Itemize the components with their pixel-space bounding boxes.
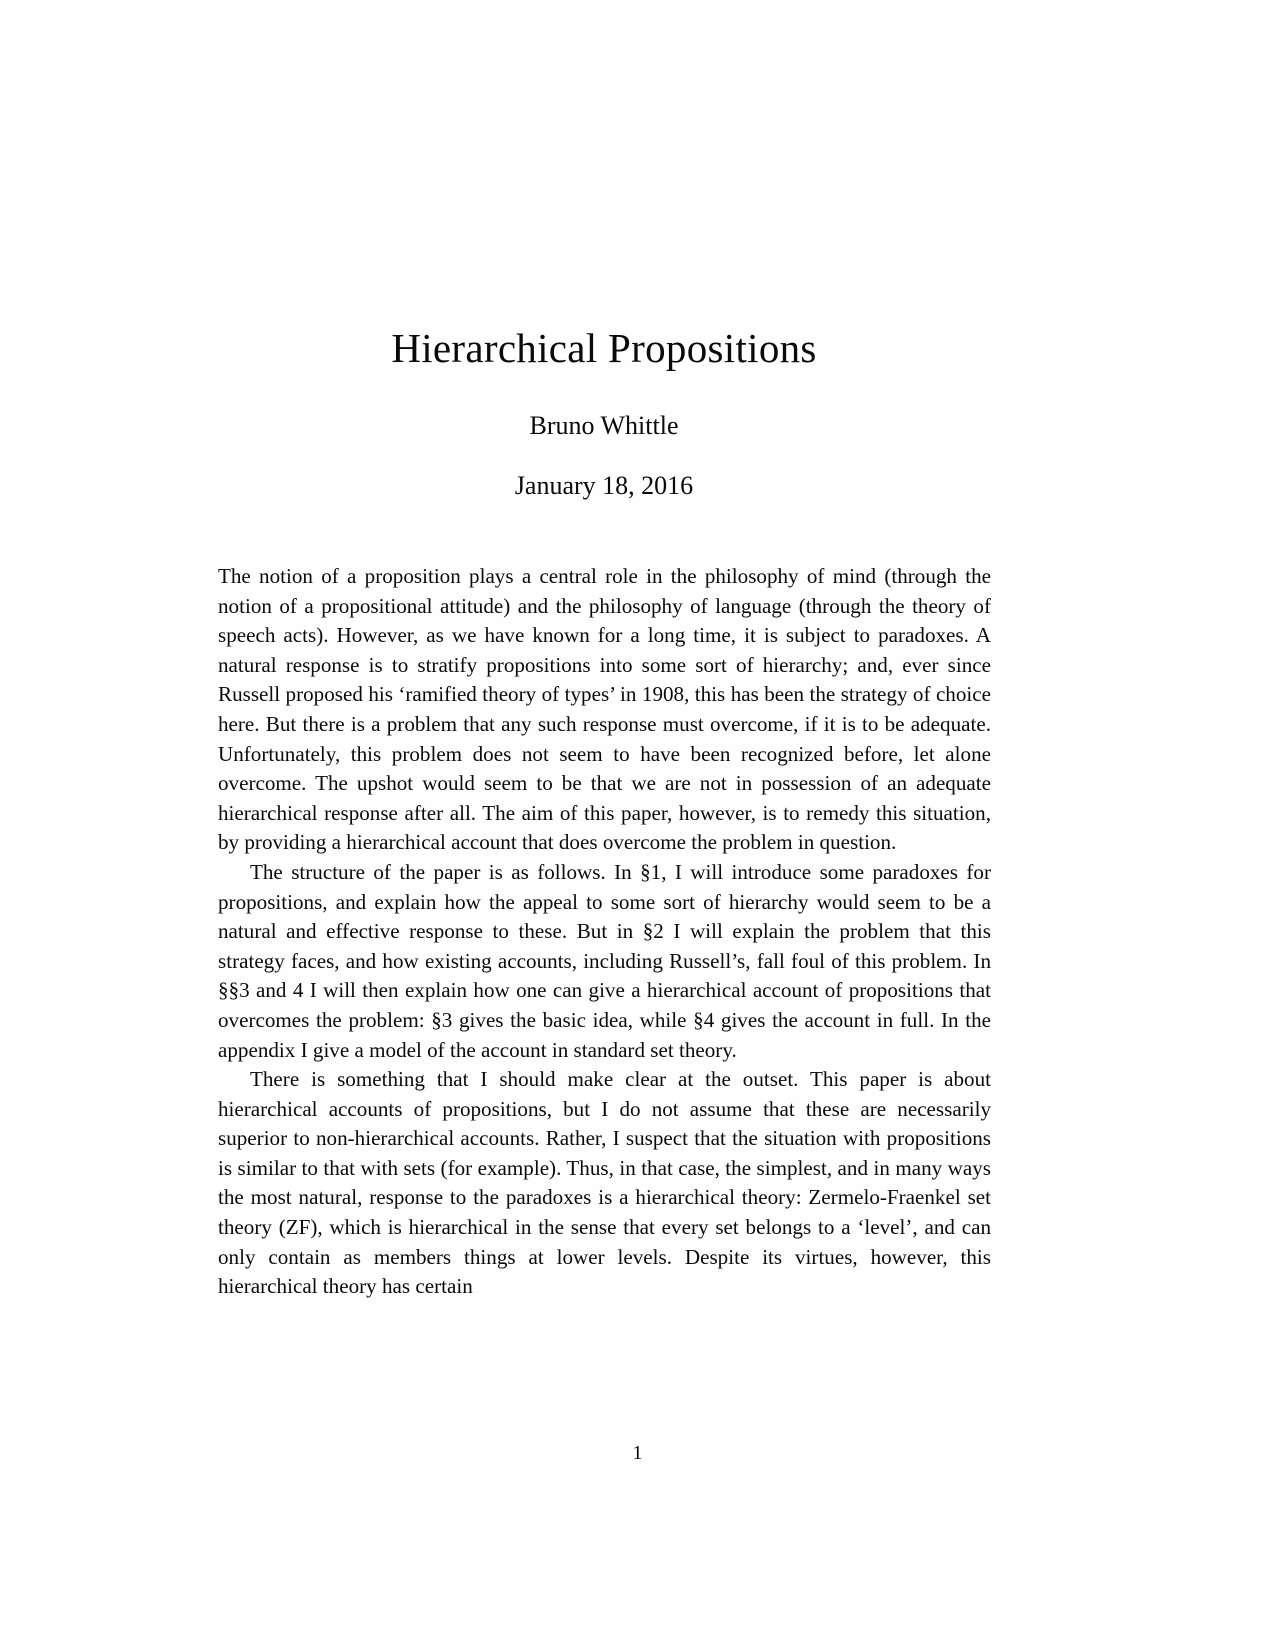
author-name: Bruno Whittle (529, 411, 679, 441)
paragraph-3: There is something that I should make clear at the outset. This paper is about hierarchical accounts of propositions, but I do not assume that these are necessarily superior to non-hierarchical accounts. Rather, I suspect that the situation with propositions is similar to that with sets (for example). Thus, in that case, the simplest, and in many ways the most natural, response to the paradoxes is a hierarchical theory: Zermelo-Fraenkel set theory (ZF), which is hierarchical in the sense that every set belongs to a ‘level’, and can only contain as members things at lower levels. Despite its virtues, however, this hierarchical theory has certain (218, 1067, 991, 1299)
page-number: 1 (632, 1442, 643, 1464)
paragraph-2: The structure of the paper is as follows. In §1, I will introduce some paradoxes for propositions, and explain how the appeal to some sort of hierarchy would seem to be a natural and effective response to these. But in §2 I will explain the problem that this strategy faces, and how existing accounts, including Russell’s, fall foul of this problem. In §§3 and 4 I will then explain how one can give a hierarchical account of propositions that overcomes the problem: §3 gives the basic idea, while §4 gives the account in full. In the appendix I give a model of the account in standard set theory. (218, 859, 991, 1062)
paragraph-1: The notion of a proposition plays a central role in the philosophy of mind (through the notion of a propositional attitude) and the philosophy of language (through the theory of speech acts). However, as we have known for a long time, it is subject to paradoxes. A natural response is to stratify propositions into some sort of hierarchy; and, ever since Russell proposed his ‘ramified theory of types’ in 1908, this has been the strategy of choice here. But there is a problem that any such response must overcome, if it is to be adequate. Unfortunately, this problem does not seem to have been recognized before, let alone overcome. The upshot would seem to be that we are not in possession of an adequate hierarchical response after all. The aim of this paper, however, is to remedy this situation, by providing a hierarchical account that does overcome the problem in question. (218, 564, 991, 855)
body-text (218, 562, 991, 1302)
title-block (218, 325, 990, 502)
publication-date: January 18, 2016 (514, 471, 694, 501)
page-title: Hierarchical Propositions (391, 325, 817, 371)
